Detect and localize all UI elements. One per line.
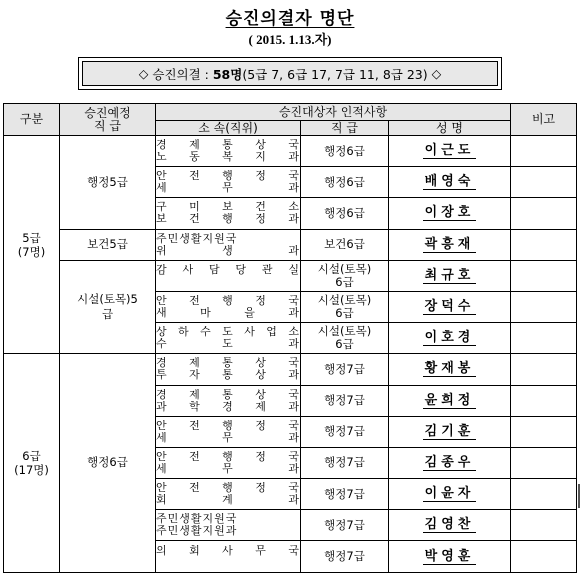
dept-line-2: 보 건 행 정 과 (156, 213, 300, 226)
dept-cell (156, 510, 301, 541)
dept-line-1: 안 전 행 정 국 (156, 295, 300, 308)
note-cell (511, 541, 577, 572)
person-name: 최규호 (424, 267, 475, 283)
dept-line-1: 안 전 행 정 국 (156, 419, 300, 432)
summary-box (78, 57, 502, 90)
dept-cell (156, 479, 301, 510)
rank-cell: 행정7급 (301, 510, 389, 541)
dept-line-2: 수 도 과 (156, 338, 300, 351)
rank-cell: 행정6급 (301, 198, 389, 229)
rank-cell: 행정7급 (301, 354, 389, 385)
note-cell (511, 229, 577, 260)
diamond-icon: ◇ (431, 66, 442, 81)
person-name: 이윤자 (424, 486, 475, 502)
name-cell (389, 510, 511, 541)
header-category: 구분 (4, 104, 60, 136)
dept-line-1: 경 제 통 상 국 (156, 357, 300, 370)
person-name: 김영찬 (424, 517, 475, 533)
name-cell (389, 541, 511, 572)
name-cell (389, 260, 511, 291)
dept-line-2: 회 계 과 (156, 494, 300, 507)
name-cell (389, 167, 511, 198)
table-row (4, 354, 577, 385)
rank-cell: 행정6급 (301, 167, 389, 198)
name-cell (389, 229, 511, 260)
person-name: 곽흥재 (424, 236, 475, 252)
header-targets: 승진대상자 인적사항 (156, 104, 511, 121)
header-dept: 소 속(직위) (156, 121, 301, 136)
name-cell (389, 323, 511, 354)
dept-cell (156, 416, 301, 447)
rank-cell: 행정7급 (301, 416, 389, 447)
person-name: 배영숙 (424, 174, 475, 190)
note-cell (511, 167, 577, 198)
dept-line-1: 안 전 행 정 국 (156, 450, 300, 463)
note-cell (511, 136, 577, 167)
note-cell (511, 198, 577, 229)
rank-cell: 시설(토목) 6급 (301, 291, 389, 322)
rank-cell: 보건6급 (301, 229, 389, 260)
note-cell (511, 447, 577, 478)
person-name: 김기훈 (424, 423, 475, 439)
person-name: 박영훈 (424, 548, 475, 564)
person-name: 이호경 (424, 330, 475, 346)
summary-inner (82, 61, 498, 86)
name-cell (389, 136, 511, 167)
dept-cell (156, 323, 301, 354)
note-cell (511, 416, 577, 447)
note-cell (511, 291, 577, 322)
promotion-table (3, 103, 577, 573)
person-name: 김종우 (424, 454, 475, 470)
name-cell (389, 198, 511, 229)
summary-total: 58명 (212, 66, 243, 82)
header-note: 비고 (511, 104, 577, 136)
rank-cell: 행정7급 (301, 447, 389, 478)
dept-line-2: 위 생 과 (156, 244, 300, 257)
person-name: 황재봉 (424, 361, 475, 377)
dept-line-1: 상 하 수 도 사 업 소 (156, 326, 300, 339)
dept-line-2: 투 자 통 상 과 (156, 369, 300, 382)
name-cell (389, 447, 511, 478)
dept-cell (156, 260, 301, 291)
note-cell (511, 479, 577, 510)
dept-line-2: 주민생활지원과 (156, 525, 238, 538)
table-row (4, 136, 577, 167)
note-cell (511, 510, 577, 541)
dept-cell (156, 198, 301, 229)
person-name: 윤희정 (424, 392, 475, 408)
planned-rank-cell: 행정6급 (60, 354, 156, 572)
dept-line-2: 과 학 경 제 과 (156, 400, 300, 413)
summary-detail: (5급 7, 6급 17, 7급 11, 8급 23) (242, 66, 428, 82)
dept-cell (156, 541, 301, 572)
table-row (4, 260, 577, 291)
dept-line-1: 안 전 행 정 국 (156, 482, 300, 495)
dept-line-1: 구 미 보 건 소 (156, 201, 300, 214)
dept-line-1: 주민생활지원국 (156, 232, 238, 245)
name-cell (389, 354, 511, 385)
category-cell: 6급 (17명) (4, 354, 60, 572)
name-cell (389, 291, 511, 322)
note-cell (511, 260, 577, 291)
header-planned-rank: 승진예정 직 급 (60, 104, 156, 136)
planned-rank-cell: 시설(토목)5 급 (60, 260, 156, 354)
dept-line-1: 경 제 통 상 국 (156, 139, 300, 152)
dept-line-2: 세 무 과 (156, 462, 300, 475)
note-cell (511, 385, 577, 416)
diamond-icon: ◇ (138, 66, 149, 81)
table-row (4, 229, 577, 260)
dept-line-1: 경 제 통 상 국 (156, 388, 300, 401)
table-body (4, 136, 577, 573)
note-cell (511, 354, 577, 385)
rank-cell: 행정7급 (301, 541, 389, 572)
rank-cell: 시설(토목) 6급 (301, 260, 389, 291)
rank-cell: 행정7급 (301, 479, 389, 510)
summary-label: 승진의결 : (152, 66, 209, 82)
dept-line-2 (156, 276, 300, 288)
name-cell (389, 479, 511, 510)
dept-cell (156, 136, 301, 167)
planned-rank-cell: 행정5급 (60, 136, 156, 230)
header-name: 성 명 (389, 121, 511, 136)
dept-cell (156, 385, 301, 416)
dept-line-2 (156, 557, 300, 569)
name-cell (389, 385, 511, 416)
person-name: 이장호 (424, 205, 475, 221)
dept-cell (156, 354, 301, 385)
rank-cell: 시설(토목) 6급 (301, 323, 389, 354)
person-name: 장덕수 (424, 299, 475, 315)
dept-line-1: 주민생활지원국 (156, 513, 238, 526)
dept-line-1: 안 전 행 정 국 (156, 170, 300, 183)
page-title: 승진의결자 명단 (225, 9, 355, 29)
person-name: 이근도 (424, 143, 475, 159)
dept-line-1: 의 회 사 무 국 (156, 544, 300, 557)
dept-cell (156, 447, 301, 478)
dept-line-2: 세 무 과 (156, 431, 300, 444)
dept-line-1: 감 사 담 당 관 실 (156, 263, 300, 276)
dept-cell (156, 291, 301, 322)
document-date: ( 2015. 1.13.자) (248, 32, 332, 47)
rank-cell: 행정6급 (301, 136, 389, 167)
category-cell: 5급 (7명) (4, 136, 60, 354)
dept-line-2: 새 마 을 과 (156, 307, 300, 320)
dept-cell (156, 229, 301, 260)
name-cell (389, 416, 511, 447)
planned-rank-cell: 보건5급 (60, 229, 156, 260)
dept-line-2: 세 무 과 (156, 182, 300, 195)
dept-cell (156, 167, 301, 198)
rank-cell: 행정7급 (301, 385, 389, 416)
dept-line-2: 노 동 복 지 과 (156, 151, 300, 164)
header-rank: 직 급 (301, 121, 389, 136)
note-cell (511, 323, 577, 354)
